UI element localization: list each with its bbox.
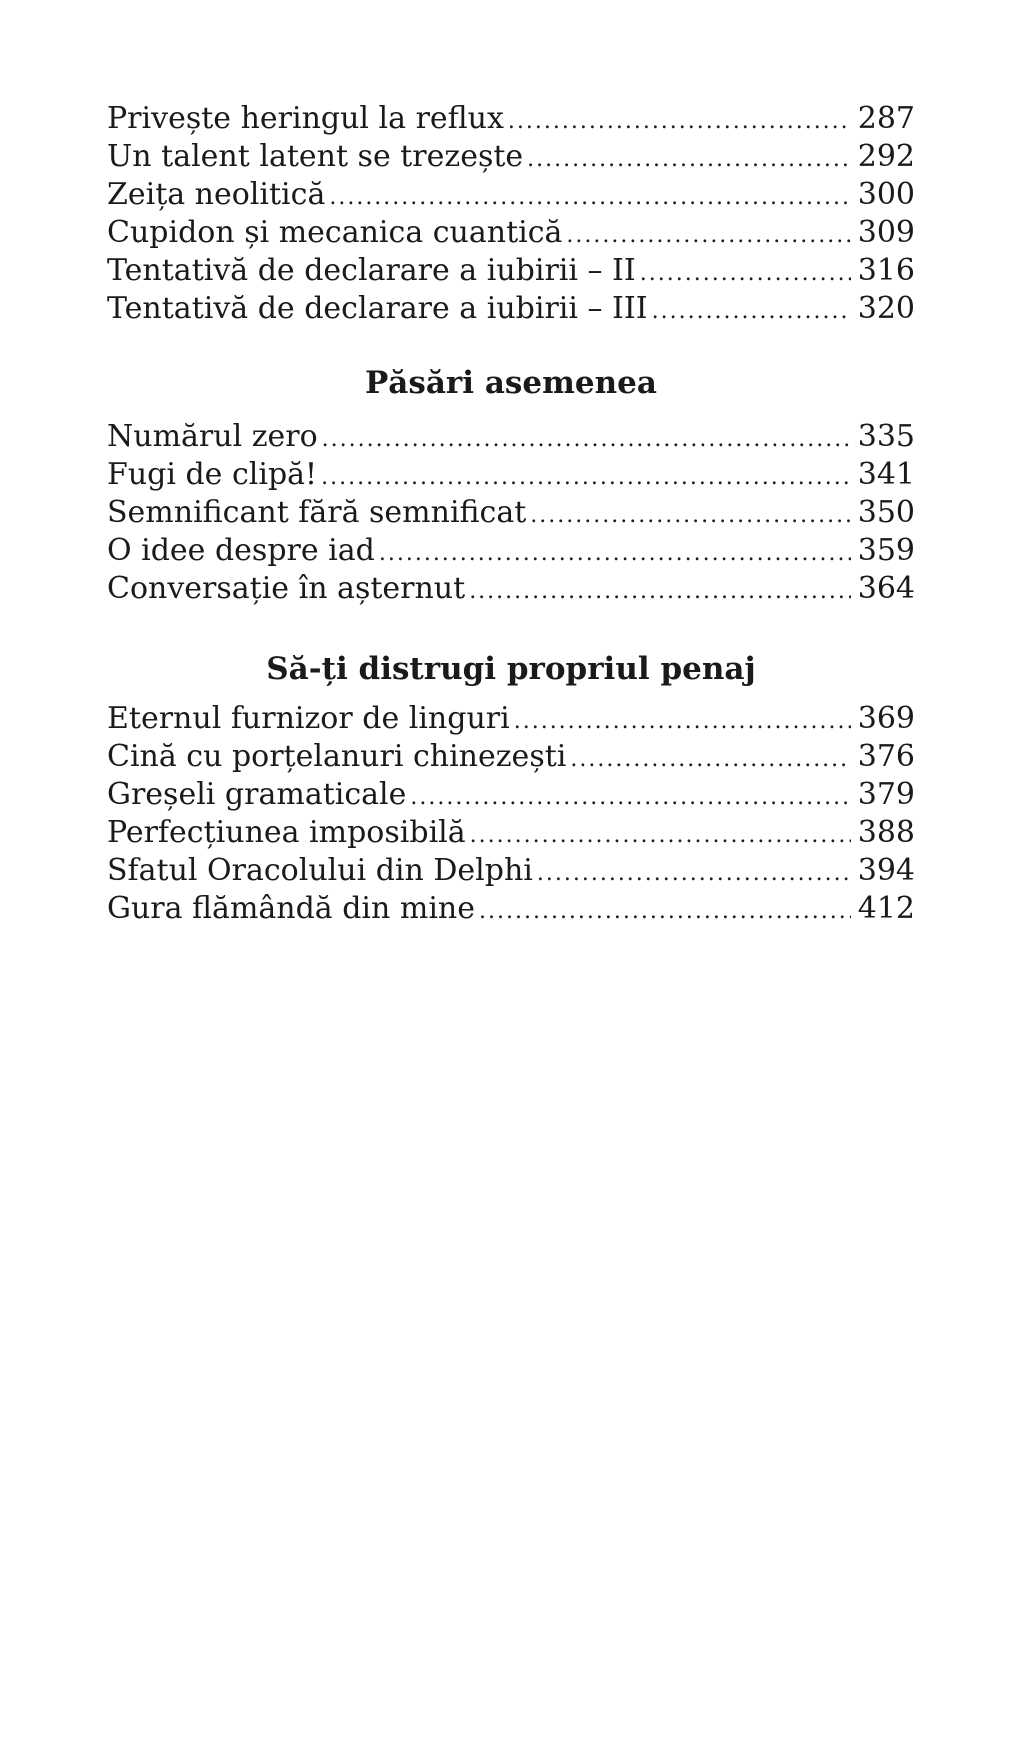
entry-page-number: 287 <box>857 101 915 136</box>
entry-page-number: 335 <box>857 419 915 454</box>
entry-page-number: 341 <box>857 457 915 492</box>
heading-spacer <box>107 688 915 700</box>
entry-page-number: 364 <box>857 571 915 606</box>
entry-page-number: 316 <box>857 253 915 288</box>
entry-title: Perfecțiunea imposibilă <box>107 815 466 850</box>
toc-entry <box>107 138 915 176</box>
entry-title: Tentativă de declarare a iubirii – III <box>107 291 648 326</box>
section-heading: Păsări asemenea <box>365 365 657 401</box>
toc-section-3 <box>107 650 915 928</box>
heading-spacer <box>107 402 915 418</box>
entry-title: Privește heringul la reflux <box>107 101 504 136</box>
dot-leader <box>470 817 851 855</box>
toc-section-2 <box>107 364 915 608</box>
toc-entry <box>107 176 915 214</box>
entry-page-number: 394 <box>857 853 915 888</box>
dot-leader <box>530 497 851 535</box>
dot-leader <box>652 293 851 331</box>
entry-title: Un talent latent se trezește <box>107 139 524 174</box>
entry-page-number: 412 <box>857 891 915 926</box>
toc-entry <box>107 214 915 252</box>
dot-leader <box>479 893 851 931</box>
dot-leader <box>570 741 851 779</box>
entry-page-number: 320 <box>857 291 915 326</box>
toc-section-1 <box>107 100 915 328</box>
section-spacer <box>107 328 915 364</box>
dot-leader <box>469 573 851 611</box>
toc-entry <box>107 570 915 608</box>
section-spacer <box>107 608 915 650</box>
toc-entry <box>107 456 915 494</box>
entry-title: Zeița neolitică <box>107 177 326 212</box>
dot-leader <box>329 179 851 217</box>
toc-entry <box>107 814 915 852</box>
toc-entry <box>107 700 915 738</box>
entry-page-number: 369 <box>857 701 915 736</box>
toc-entry <box>107 100 915 138</box>
entry-title: Conversație în așternut <box>107 571 466 606</box>
dot-leader <box>321 459 851 497</box>
dot-leader <box>640 255 851 293</box>
entry-title: Eternul furnizor de linguri <box>107 701 510 736</box>
dot-leader <box>527 141 851 179</box>
toc-entry <box>107 852 915 890</box>
entry-page-number: 388 <box>857 815 915 850</box>
entry-page-number: 379 <box>857 777 915 812</box>
dot-leader <box>537 855 851 893</box>
toc-entry <box>107 290 915 328</box>
dot-leader <box>379 535 851 573</box>
toc-entry <box>107 738 915 776</box>
section-heading: Să-ți distrugi propriul penaj <box>266 651 756 687</box>
entry-page-number: 292 <box>857 139 915 174</box>
entry-title: Semnificant fără semnificat <box>107 495 527 530</box>
entry-title: Numărul zero <box>107 419 318 454</box>
toc-entry <box>107 890 915 928</box>
dot-leader <box>508 103 851 141</box>
dot-leader <box>514 703 851 741</box>
entry-title: Greșeli gramaticale <box>107 777 407 812</box>
entry-page-number: 309 <box>857 215 915 250</box>
entry-title: Fugi de clipă! <box>107 457 318 492</box>
toc-entry <box>107 494 915 532</box>
dot-leader <box>410 779 851 817</box>
entry-title: Tentativă de declarare a iubirii – II <box>107 253 636 288</box>
table-of-contents <box>107 100 915 928</box>
entry-title: Cupidon și mecanica cuantică <box>107 215 563 250</box>
dot-leader <box>566 217 851 255</box>
toc-entry <box>107 252 915 290</box>
toc-entry <box>107 418 915 456</box>
entry-title: Sfatul Oracolului din Delphi <box>107 853 533 888</box>
entry-page-number: 359 <box>857 533 915 568</box>
dot-leader <box>322 421 851 459</box>
entry-title: O idee despre iad <box>107 533 375 568</box>
entry-title: Gura flămândă din mine <box>107 891 475 926</box>
toc-entry <box>107 532 915 570</box>
entry-page-number: 376 <box>857 739 915 774</box>
toc-entry <box>107 776 915 814</box>
entry-page-number: 300 <box>857 177 915 212</box>
entry-title: Cină cu porțelanuri chinezești <box>107 739 567 774</box>
entry-page-number: 350 <box>857 495 915 530</box>
